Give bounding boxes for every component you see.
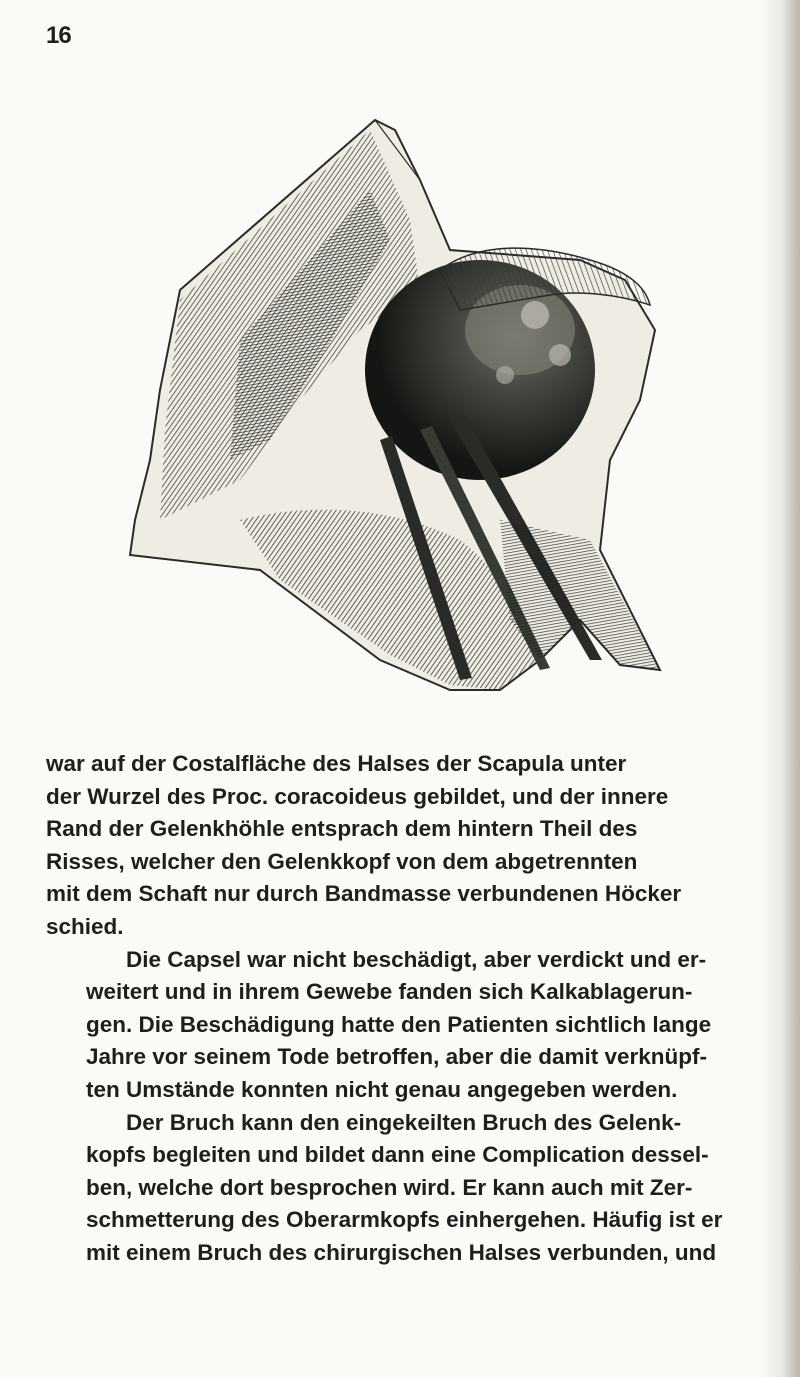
text-line: kopfs begleiten und bildet dann eine Complication dessel- bbox=[86, 1142, 709, 1168]
text-line: Risses, welcher den Gelenkkopf von dem abgetrennten bbox=[46, 848, 638, 874]
text-line: ben, welche dort besprochen wird. Er kann auch mit Zer- bbox=[86, 1174, 693, 1200]
anatomical-illustration bbox=[120, 100, 700, 710]
body-text bbox=[46, 748, 786, 1270]
shoulder-joint-engraving bbox=[120, 100, 700, 710]
page-edge-shadow bbox=[782, 0, 800, 1377]
text-line: der Wurzel des Proc. coracoideus gebildet, und der innere bbox=[46, 783, 669, 809]
paragraph-2 bbox=[46, 944, 786, 1107]
text-line: schmetterung des Oberarmkopfs einhergehen. Häufig ist er bbox=[86, 1207, 723, 1233]
calcified-nodule bbox=[549, 344, 571, 366]
text-line: Rand der Gelenkhöhle entsprach dem hintern Theil des bbox=[46, 816, 638, 842]
page-number: 16 bbox=[46, 22, 71, 49]
text-line: mit einem Bruch des chirurgischen Halses verbunden, und bbox=[86, 1239, 717, 1265]
calcified-nodule bbox=[496, 366, 514, 384]
text-line: Die Capsel war nicht beschädigt, aber verdickt und er- bbox=[126, 946, 707, 972]
text-line: schied. bbox=[46, 913, 124, 939]
text-line: gen. Die Beschädigung hatte den Patienten sichtlich lange bbox=[86, 1011, 712, 1037]
text-line: weitert und in ihrem Gewebe fanden sich Kalkablagerun- bbox=[86, 979, 693, 1005]
paragraph-1 bbox=[46, 748, 786, 944]
text-line: Der Bruch kann den eingekeilten Bruch des Gelenk- bbox=[126, 1109, 682, 1135]
text-line: Jahre vor seinem Tode betroffen, aber die damit verknüpf- bbox=[86, 1044, 707, 1070]
text-line: ten Umstände konnten nicht genau angegeben werden. bbox=[86, 1076, 678, 1102]
text-line: mit dem Schaft nur durch Bandmasse verbundenen Höcker bbox=[46, 881, 682, 907]
calcified-nodule bbox=[521, 301, 549, 329]
paragraph-3 bbox=[46, 1107, 786, 1270]
text-line: war auf der Costalfläche des Halses der Scapula unter bbox=[46, 751, 627, 776]
